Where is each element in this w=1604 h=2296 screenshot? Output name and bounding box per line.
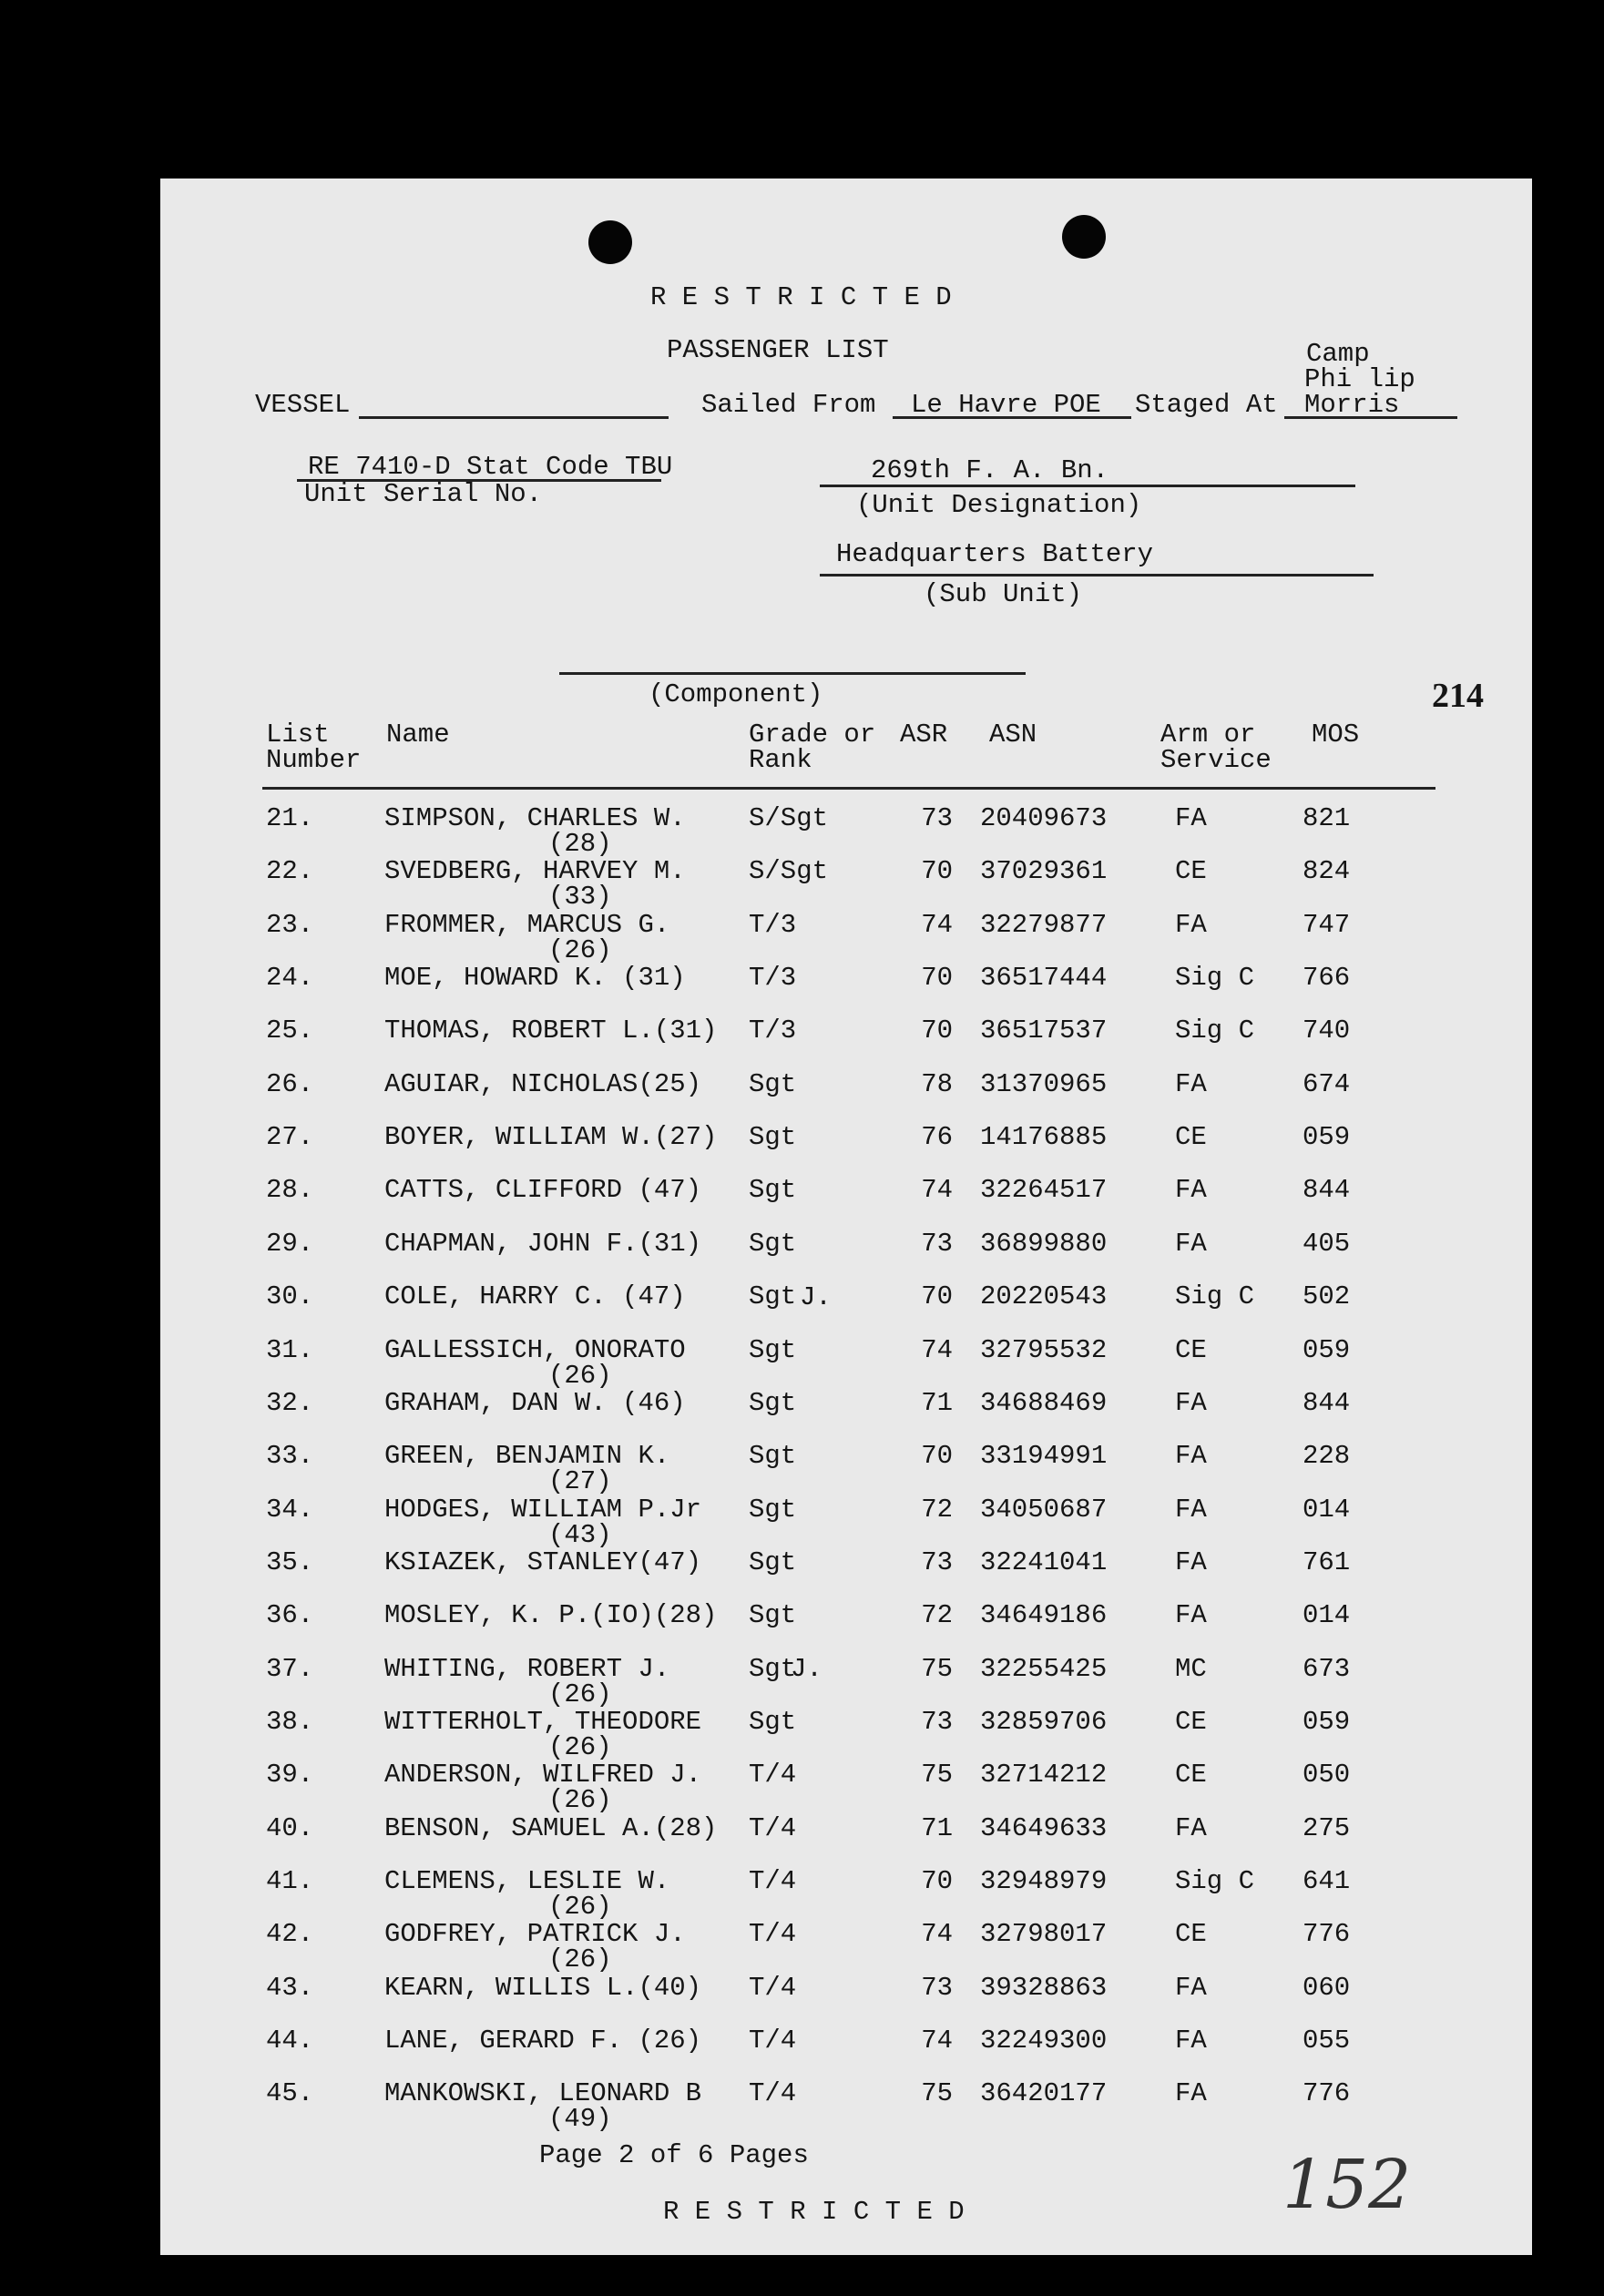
passenger-name: CATTS, CLIFFORD (47) (384, 1175, 702, 1206)
mos-code: 844 (1303, 1175, 1351, 1206)
arm-service: FA (1175, 1546, 1207, 1577)
army-serial-number: 32798017 (980, 1919, 1108, 1950)
arm-service: Sig C (1175, 1015, 1255, 1046)
col-list-number-1: List (266, 719, 330, 750)
grade-rank: Sgt (749, 1068, 797, 1099)
arm-service: FA (1175, 1387, 1207, 1418)
col-asn: ASN (989, 719, 1037, 750)
page-number-label: Page 2 of 6 Pages (539, 2140, 809, 2170)
mos-code: 824 (1303, 856, 1351, 887)
asr-score: 74 (921, 1175, 953, 1206)
arm-service: FA (1175, 909, 1207, 940)
grade-rank: T/4 (749, 1812, 797, 1843)
list-number: 29. (266, 1228, 314, 1259)
table-row (160, 1654, 1532, 1707)
passenger-age: (49) (548, 2104, 612, 2135)
mos-code: 674 (1303, 1068, 1351, 1099)
passenger-age: (33) (548, 882, 612, 913)
asr-score: 74 (921, 1919, 953, 1950)
passenger-name: MOE, HOWARD K. (31) (384, 963, 686, 994)
col-mos: MOS (1312, 719, 1360, 750)
asr-score: 73 (921, 803, 953, 833)
asr-score: 76 (921, 1122, 953, 1153)
table-row (160, 2078, 1532, 2135)
mos-code: 776 (1303, 1919, 1351, 1950)
army-serial-number: 34649186 (980, 1600, 1108, 1631)
classification-top: R E S T R I C T E D (650, 282, 952, 312)
table-row (160, 1015, 1532, 1068)
passenger-name: MANKOWSKI, LEONARD B (384, 2078, 702, 2109)
col-grade-2: Rank (749, 745, 812, 775)
army-serial-number: 20409673 (980, 803, 1108, 833)
passenger-age: (28) (548, 829, 612, 859)
mos-code: 766 (1303, 963, 1351, 994)
passenger-age: (26) (548, 1731, 612, 1762)
asr-score: 74 (921, 909, 953, 940)
vessel-underline (359, 416, 669, 419)
army-serial-number: 32714212 (980, 1760, 1108, 1791)
arm-service: Sig C (1175, 963, 1255, 994)
sub-unit-underline (820, 574, 1374, 577)
arm-service: FA (1175, 2078, 1207, 2109)
document-page (160, 179, 1532, 2255)
list-number: 38. (266, 1706, 314, 1737)
list-number: 30. (266, 1281, 314, 1312)
asr-score: 78 (921, 1068, 953, 1099)
table-row (160, 910, 1532, 963)
list-number: 27. (266, 1122, 314, 1153)
passenger-name: SVEDBERG, HARVEY M. (384, 856, 686, 887)
col-list-number-2: Number (266, 745, 362, 775)
mos-code: 405 (1303, 1228, 1351, 1259)
staged-at-line1: Camp (1306, 339, 1370, 369)
arm-service: FA (1175, 1600, 1207, 1631)
arm-service: FA (1175, 1972, 1207, 2003)
arm-service: CE (1175, 1334, 1207, 1365)
punch-hole-left (588, 220, 632, 264)
sailed-from-value: Le Havre POE (911, 390, 1101, 420)
table-row (160, 1334, 1532, 1391)
asr-score: 73 (921, 1546, 953, 1577)
army-serial-number: 37029361 (980, 856, 1108, 887)
table-row (160, 1973, 1532, 2026)
passenger-name: BOYER, WILLIAM W.(27) (384, 1122, 718, 1153)
army-serial-number: 36420177 (980, 2078, 1108, 2109)
staged-at-label: Staged At (1135, 390, 1278, 420)
arm-service: FA (1175, 1068, 1207, 1099)
table-row (160, 1281, 1532, 1334)
passenger-age: (43) (548, 1519, 612, 1550)
asr-score: 75 (921, 2078, 953, 2109)
arm-service: Sig C (1175, 1281, 1255, 1312)
list-number: 21. (266, 803, 314, 833)
staged-at-line3: Morris (1304, 390, 1400, 420)
arm-service: FA (1175, 1812, 1207, 1843)
passenger-name: BENSON, SAMUEL A.(28) (384, 1812, 718, 1843)
document-title: PASSENGER LIST (667, 335, 889, 365)
army-serial-number: 14176885 (980, 1122, 1108, 1153)
sub-unit-label: (Sub Unit) (924, 579, 1083, 609)
list-number: 39. (266, 1760, 314, 1791)
col-arm-2: Service (1160, 745, 1272, 775)
asr-score: 73 (921, 1228, 953, 1259)
list-number: 34. (266, 1494, 314, 1525)
col-name: Name (386, 719, 450, 750)
army-serial-number: 32948979 (980, 1866, 1108, 1896)
table-row (160, 2026, 1532, 2078)
mos-code: 740 (1303, 1015, 1351, 1046)
asr-score: 75 (921, 1760, 953, 1791)
list-number: 43. (266, 1972, 314, 2003)
asr-score: 70 (921, 1866, 953, 1896)
mos-code: 761 (1303, 1546, 1351, 1577)
list-number: 37. (266, 1653, 314, 1684)
asr-score: 71 (921, 1812, 953, 1843)
col-arm-1: Arm or (1160, 719, 1256, 750)
grade-rank: Sgt (749, 1653, 797, 1684)
arm-service: CE (1175, 1122, 1207, 1153)
mos-code: 275 (1303, 1812, 1351, 1843)
grade-rank: Sgt (749, 1122, 797, 1153)
arm-service: CE (1175, 1919, 1207, 1950)
table-row (160, 1547, 1532, 1600)
table-row (160, 963, 1532, 1015)
sub-unit-value: Headquarters Battery (836, 539, 1154, 569)
mos-code: 014 (1303, 1600, 1351, 1631)
army-serial-number: 32279877 (980, 909, 1108, 940)
passenger-age: (26) (548, 1892, 612, 1922)
mos-code: 776 (1303, 2078, 1351, 2109)
passenger-name: SIMPSON, CHARLES W. (384, 803, 686, 833)
table-row (160, 803, 1532, 859)
mos-code: 050 (1303, 1760, 1351, 1791)
army-serial-number: 36517444 (980, 963, 1108, 994)
table-row (160, 1866, 1532, 1922)
mos-code: 059 (1303, 1706, 1351, 1737)
passenger-name: HODGES, WILLIAM P.Jr (384, 1494, 702, 1525)
grade-rank: Sgt (749, 1281, 797, 1312)
arm-service: FA (1175, 1228, 1207, 1259)
grade-rank: Sgt (749, 1334, 797, 1365)
table-row (160, 1600, 1532, 1653)
grade-rank: T/3 (749, 963, 797, 994)
component-underline (559, 672, 1026, 675)
army-serial-number: 31370965 (980, 1068, 1108, 1099)
list-number: 28. (266, 1175, 314, 1206)
mos-code: 641 (1303, 1866, 1351, 1896)
table-row (160, 1919, 1532, 1975)
arm-service: Sig C (1175, 1866, 1255, 1896)
header-rule (262, 787, 1435, 790)
col-grade-1: Grade or (749, 719, 876, 750)
unit-serial-value: RE 7410-D Stat Code TBU (308, 452, 673, 482)
army-serial-number: 34688469 (980, 1387, 1108, 1418)
army-serial-number: 32795532 (980, 1334, 1108, 1365)
grade-rank: Sgt (749, 1441, 797, 1472)
grade-rank: T/3 (749, 1015, 797, 1046)
grade-rank: Sgt (749, 1706, 797, 1737)
unit-serial-label: Unit Serial No. (304, 479, 543, 509)
table-row (160, 1760, 1532, 1816)
army-serial-number: 34050687 (980, 1494, 1108, 1525)
interline-initial: J. (791, 1654, 822, 1684)
grade-rank: T/4 (749, 1919, 797, 1950)
army-serial-number: 32241041 (980, 1546, 1108, 1577)
staged-at-line2: Phi lip (1304, 364, 1415, 394)
passenger-age: (26) (548, 1944, 612, 1975)
arm-service: FA (1175, 1441, 1207, 1472)
passenger-name: ANDERSON, WILFRED J. (384, 1760, 702, 1791)
asr-score: 70 (921, 1281, 953, 1312)
list-number: 35. (266, 1546, 314, 1577)
asr-score: 74 (921, 1334, 953, 1365)
asr-score: 72 (921, 1494, 953, 1525)
army-serial-number: 34649633 (980, 1812, 1108, 1843)
asr-score: 70 (921, 1015, 953, 1046)
mos-code: 502 (1303, 1281, 1351, 1312)
arm-service: FA (1175, 1175, 1207, 1206)
passenger-age: (26) (548, 1360, 612, 1391)
mos-code: 059 (1303, 1122, 1351, 1153)
table-row (160, 1813, 1532, 1866)
mos-code: 014 (1303, 1494, 1351, 1525)
grade-rank: T/4 (749, 1972, 797, 2003)
asr-score: 73 (921, 1972, 953, 2003)
army-serial-number: 33194991 (980, 1441, 1108, 1472)
asr-score: 71 (921, 1387, 953, 1418)
list-number: 31. (266, 1334, 314, 1365)
sailed-from-underline (893, 416, 1131, 419)
table-row (160, 1441, 1532, 1497)
table-row (160, 1175, 1532, 1228)
staged-at-underline (1284, 416, 1457, 419)
army-serial-number: 36899880 (980, 1228, 1108, 1259)
grade-rank: Sgt (749, 1228, 797, 1259)
arm-service: FA (1175, 2026, 1207, 2056)
passenger-age: (27) (548, 1466, 612, 1497)
mos-code: 228 (1303, 1441, 1351, 1472)
passenger-name: FROMMER, MARCUS G. (384, 909, 670, 940)
army-serial-number: 32859706 (980, 1706, 1108, 1737)
grade-rank: T/3 (749, 909, 797, 940)
mos-code: 060 (1303, 1972, 1351, 2003)
list-number: 22. (266, 856, 314, 887)
passenger-name: COLE, HARRY C. (47) (384, 1281, 686, 1312)
table-row (160, 1494, 1532, 1550)
page-stamp: 214 (1432, 677, 1484, 715)
table-row (160, 1229, 1532, 1281)
asr-score: 72 (921, 1600, 953, 1631)
grade-rank: T/4 (749, 1866, 797, 1896)
passenger-name: LANE, GERARD F. (26) (384, 2026, 702, 2056)
arm-service: FA (1175, 1494, 1207, 1525)
list-number: 33. (266, 1441, 314, 1472)
passenger-name: KSIAZEK, STANLEY(47) (384, 1546, 702, 1577)
classification-bottom: R E S T R I C T E D (663, 2197, 965, 2227)
mos-code: 055 (1303, 2026, 1351, 2056)
passenger-name: GALLESSICH, ONORATO (384, 1334, 686, 1365)
army-serial-number: 32255425 (980, 1653, 1108, 1684)
grade-rank: T/4 (749, 2078, 797, 2109)
table-row (160, 1707, 1532, 1760)
passenger-name: AGUIAR, NICHOLAS(25) (384, 1068, 702, 1099)
arm-service: FA (1175, 803, 1207, 833)
handwritten-number: 152 (1282, 2146, 1412, 2224)
asr-score: 70 (921, 856, 953, 887)
unit-designation-label: (Unit Designation) (856, 490, 1142, 520)
arm-service: CE (1175, 856, 1207, 887)
passenger-name: GRAHAM, DAN W. (46) (384, 1387, 686, 1418)
unit-designation-underline (820, 485, 1355, 487)
passenger-age: (26) (548, 934, 612, 965)
asr-score: 70 (921, 1441, 953, 1472)
army-serial-number: 32249300 (980, 2026, 1108, 2056)
list-number: 42. (266, 1919, 314, 1950)
list-number: 36. (266, 1600, 314, 1631)
grade-rank: T/4 (749, 1760, 797, 1791)
list-number: 40. (266, 1812, 314, 1843)
list-number: 32. (266, 1387, 314, 1418)
asr-score: 74 (921, 2026, 953, 2056)
list-number: 25. (266, 1015, 314, 1046)
vessel-label: VESSEL (255, 390, 351, 420)
list-number: 26. (266, 1068, 314, 1099)
arm-service: CE (1175, 1706, 1207, 1737)
col-asr: ASR (900, 719, 948, 750)
grade-rank: T/4 (749, 2026, 797, 2056)
passenger-name: WHITING, ROBERT J. (384, 1653, 670, 1684)
list-number: 23. (266, 909, 314, 940)
list-number: 45. (266, 2078, 314, 2109)
mos-code: 821 (1303, 803, 1351, 833)
passenger-name: GREEN, BENJAMIN K. (384, 1441, 670, 1472)
arm-service: MC (1175, 1653, 1207, 1684)
passenger-name: CLEMENS, LESLIE W. (384, 1866, 670, 1896)
sailed-from-label: Sailed From (701, 390, 876, 420)
passenger-name: CHAPMAN, JOHN F.(31) (384, 1228, 702, 1259)
mos-code: 673 (1303, 1653, 1351, 1684)
grade-rank: Sgt (749, 1546, 797, 1577)
mos-code: 747 (1303, 909, 1351, 940)
passenger-name: WITTERHOLT, THEODORE (384, 1706, 702, 1737)
interline-initial: J. (800, 1282, 832, 1312)
army-serial-number: 39328863 (980, 1972, 1108, 2003)
passenger-name: KEARN, WILLIS L.(40) (384, 1972, 702, 2003)
grade-rank: Sgt (749, 1494, 797, 1525)
grade-rank: Sgt (749, 1175, 797, 1206)
asr-score: 70 (921, 963, 953, 994)
passenger-name: GODFREY, PATRICK J. (384, 1919, 686, 1950)
army-serial-number: 32264517 (980, 1175, 1108, 1206)
list-number: 41. (266, 1866, 314, 1896)
component-label: (Component) (649, 679, 823, 709)
arm-service: CE (1175, 1760, 1207, 1791)
army-serial-number: 20220543 (980, 1281, 1108, 1312)
table-row (160, 1122, 1532, 1175)
grade-rank: S/Sgt (749, 856, 829, 887)
passenger-name: MOSLEY, K. P.(IO)(28) (384, 1600, 718, 1631)
table-row (160, 856, 1532, 913)
mos-code: 844 (1303, 1387, 1351, 1418)
grade-rank: S/Sgt (749, 803, 829, 833)
grade-rank: Sgt (749, 1600, 797, 1631)
passenger-age: (26) (548, 1785, 612, 1816)
asr-score: 75 (921, 1653, 953, 1684)
unit-designation-value: 269th F. A. Bn. (871, 455, 1109, 485)
army-serial-number: 36517537 (980, 1015, 1108, 1046)
table-row (160, 1388, 1532, 1441)
list-number: 24. (266, 963, 314, 994)
mos-code: 059 (1303, 1334, 1351, 1365)
grade-rank: Sgt (749, 1387, 797, 1418)
passenger-age: (26) (548, 1679, 612, 1709)
punch-hole-right (1062, 215, 1106, 259)
passenger-name: THOMAS, ROBERT L.(31) (384, 1015, 718, 1046)
table-row (160, 1069, 1532, 1122)
asr-score: 73 (921, 1706, 953, 1737)
list-number: 44. (266, 2026, 314, 2056)
